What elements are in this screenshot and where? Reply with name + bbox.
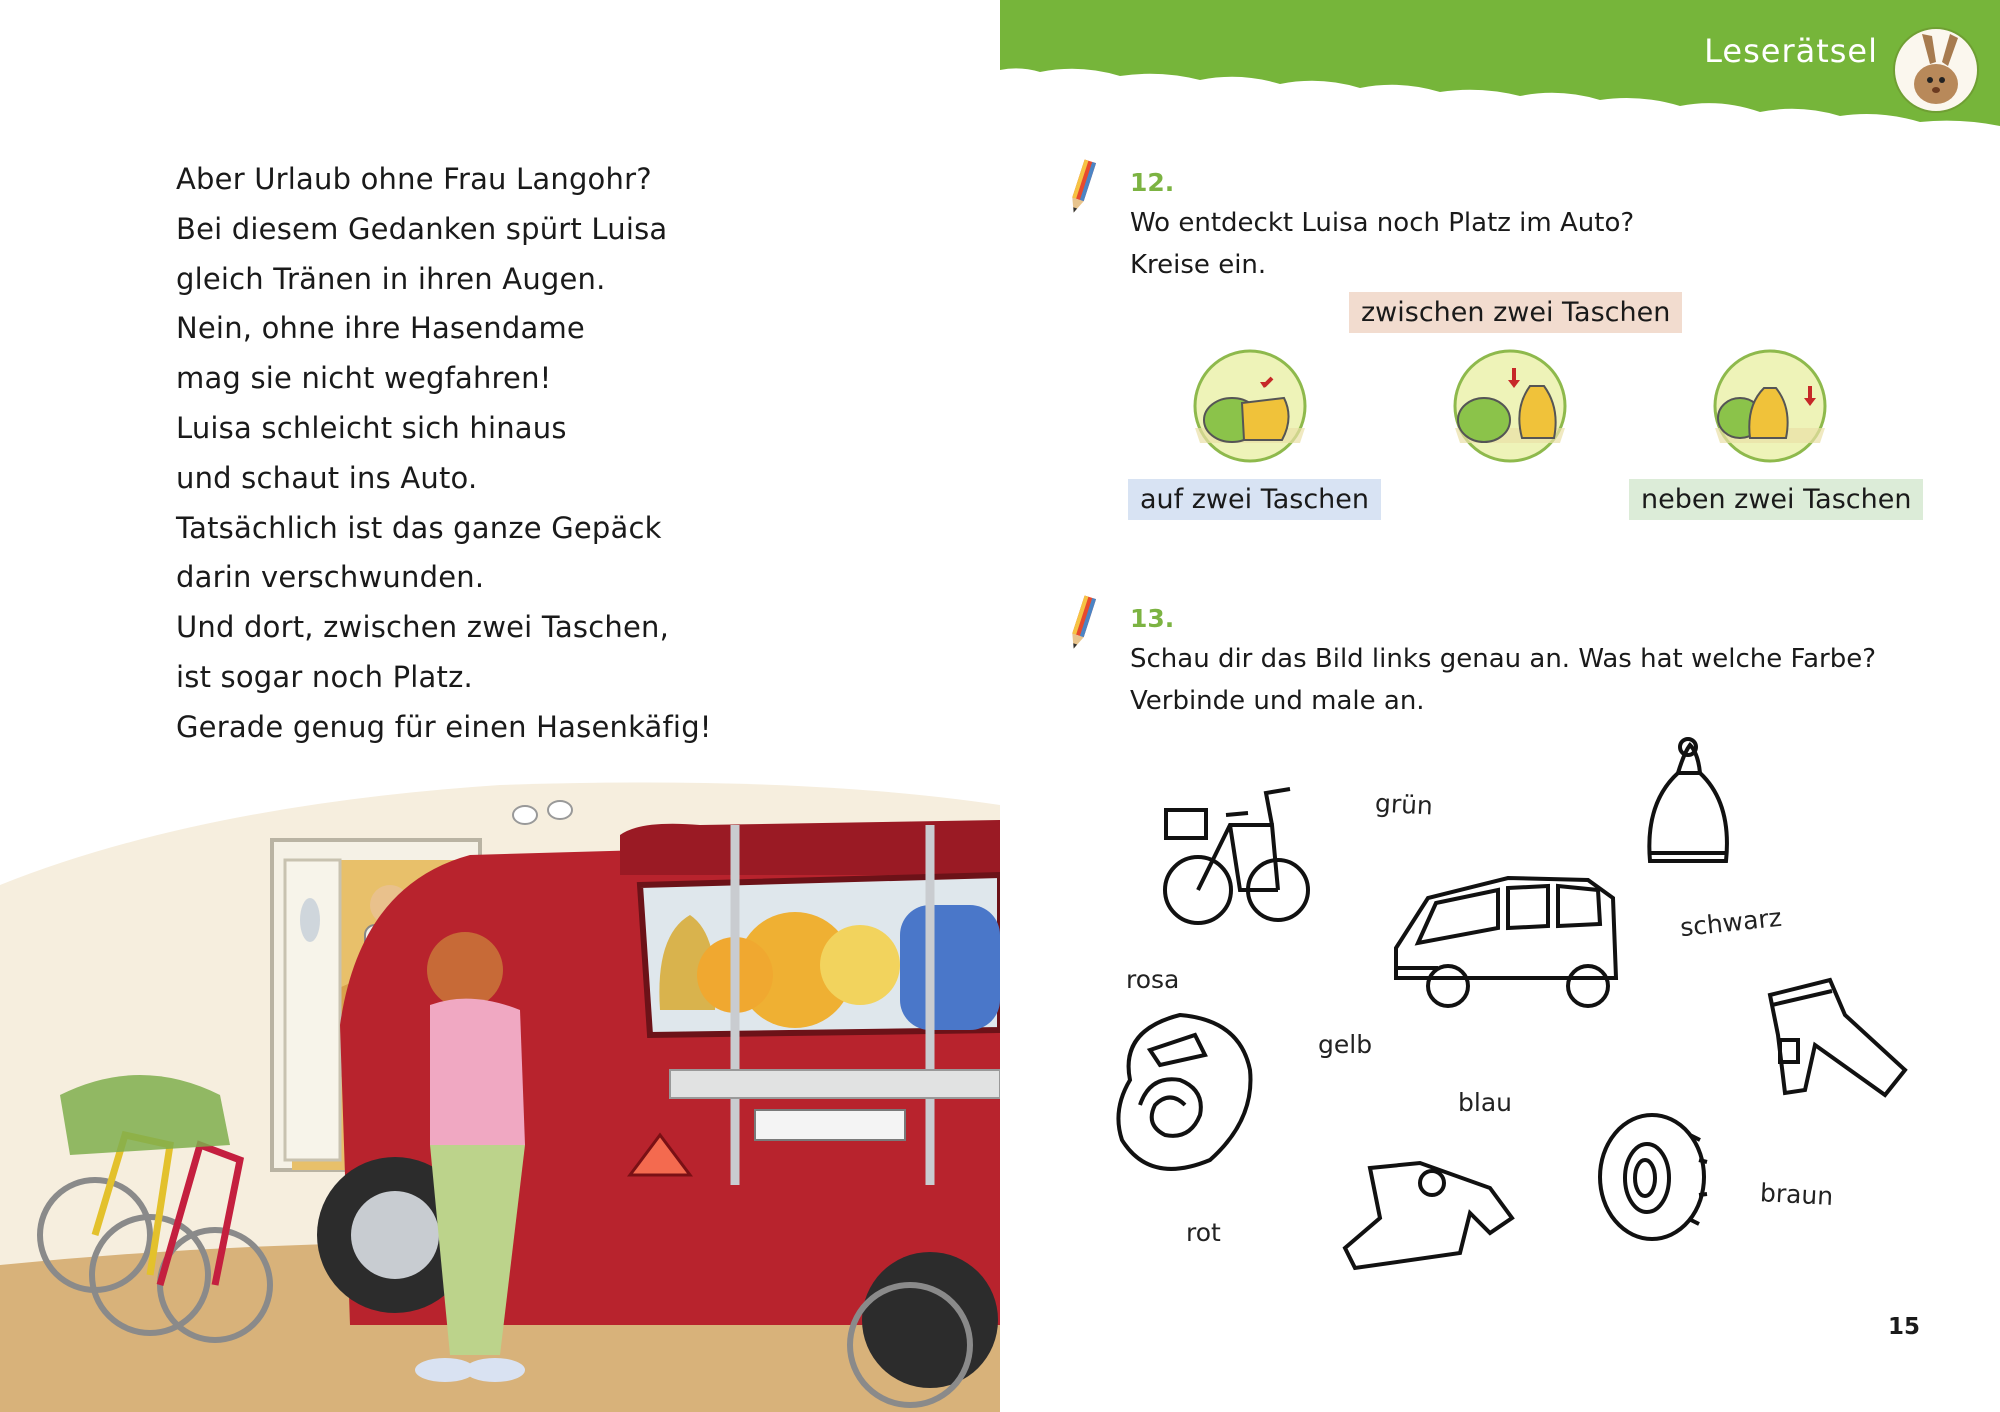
story-line: Bei diesem Gedanken spürt Luisa [176, 211, 668, 246]
task-number: 12. [1130, 168, 1175, 197]
story-line: mag sie nicht wegfahren! [176, 361, 552, 396]
color-word-blau[interactable]: blau [1458, 1088, 1512, 1117]
answer-option-beside[interactable]: neben zwei Taschen [1629, 479, 1923, 520]
tshirt-drawing[interactable] [1340, 1158, 1515, 1273]
task-question: Wo entdeckt Luisa noch Platz im Auto? [1130, 208, 1635, 238]
bicycle-drawing[interactable] [1160, 765, 1310, 935]
story-line: Tatsächlich ist das ganze Gepäck [176, 510, 662, 545]
trousers-drawing[interactable] [1760, 975, 1910, 1100]
color-word-gruen[interactable]: grün [1374, 788, 1434, 821]
task-instruction: Kreise ein. [1130, 250, 1267, 280]
banner-title: Leserätsel [1704, 32, 1878, 70]
task-instruction: Verbinde und male an. [1130, 686, 1425, 716]
right-page [1000, 0, 2000, 1412]
answer-option-between[interactable]: zwischen zwei Taschen [1349, 292, 1682, 333]
story-line: Und dort, zwischen zwei Taschen, [176, 610, 669, 645]
bag-drawing[interactable] [1640, 733, 1735, 868]
story-line: Nein, ohne ihre Hasendame [176, 311, 585, 346]
bags-on-picture-icon[interactable] [1192, 348, 1308, 464]
task-number: 13. [1130, 604, 1175, 633]
tire-drawing[interactable] [1595, 1110, 1710, 1245]
task-question: Schau dir das Bild links genau an. Was hat welche Farbe? [1130, 644, 1876, 674]
story-line: darin verschwunden. [176, 560, 485, 595]
car-drawing[interactable] [1388, 868, 1623, 1013]
story-line: Gerade genug für einen Hasenkäfig! [176, 709, 712, 744]
story-line: Luisa schleicht sich hinaus [176, 410, 567, 445]
rabbit-mascot-icon [1892, 26, 1980, 114]
story-text [176, 155, 712, 753]
color-word-schwarz[interactable]: schwarz [1678, 902, 1784, 943]
page-number: 15 [1887, 1314, 1920, 1340]
story-line: Aber Urlaub ohne Frau Langohr? [176, 162, 652, 196]
color-word-rot[interactable]: rot [1186, 1218, 1221, 1247]
story-line: und schaut ins Auto. [176, 460, 478, 495]
story-line: gleich Tränen in ihren Augen. [176, 261, 606, 296]
story-line: ist sogar noch Platz. [176, 659, 473, 694]
color-word-braun[interactable]: braun [1759, 1178, 1834, 1211]
bags-beside-picture-icon[interactable] [1712, 348, 1828, 464]
pencil-icon [1066, 594, 1098, 652]
answer-option-on[interactable]: auf zwei Taschen [1128, 479, 1381, 520]
pencil-icon [1066, 158, 1098, 216]
bags-between-picture-icon[interactable] [1452, 348, 1568, 464]
color-word-rosa[interactable]: rosa [1126, 965, 1180, 994]
color-word-gelb[interactable]: gelb [1318, 1030, 1373, 1059]
garage-car-illustration [0, 765, 1000, 1412]
sleeping-bag-drawing[interactable] [1110, 1010, 1260, 1175]
